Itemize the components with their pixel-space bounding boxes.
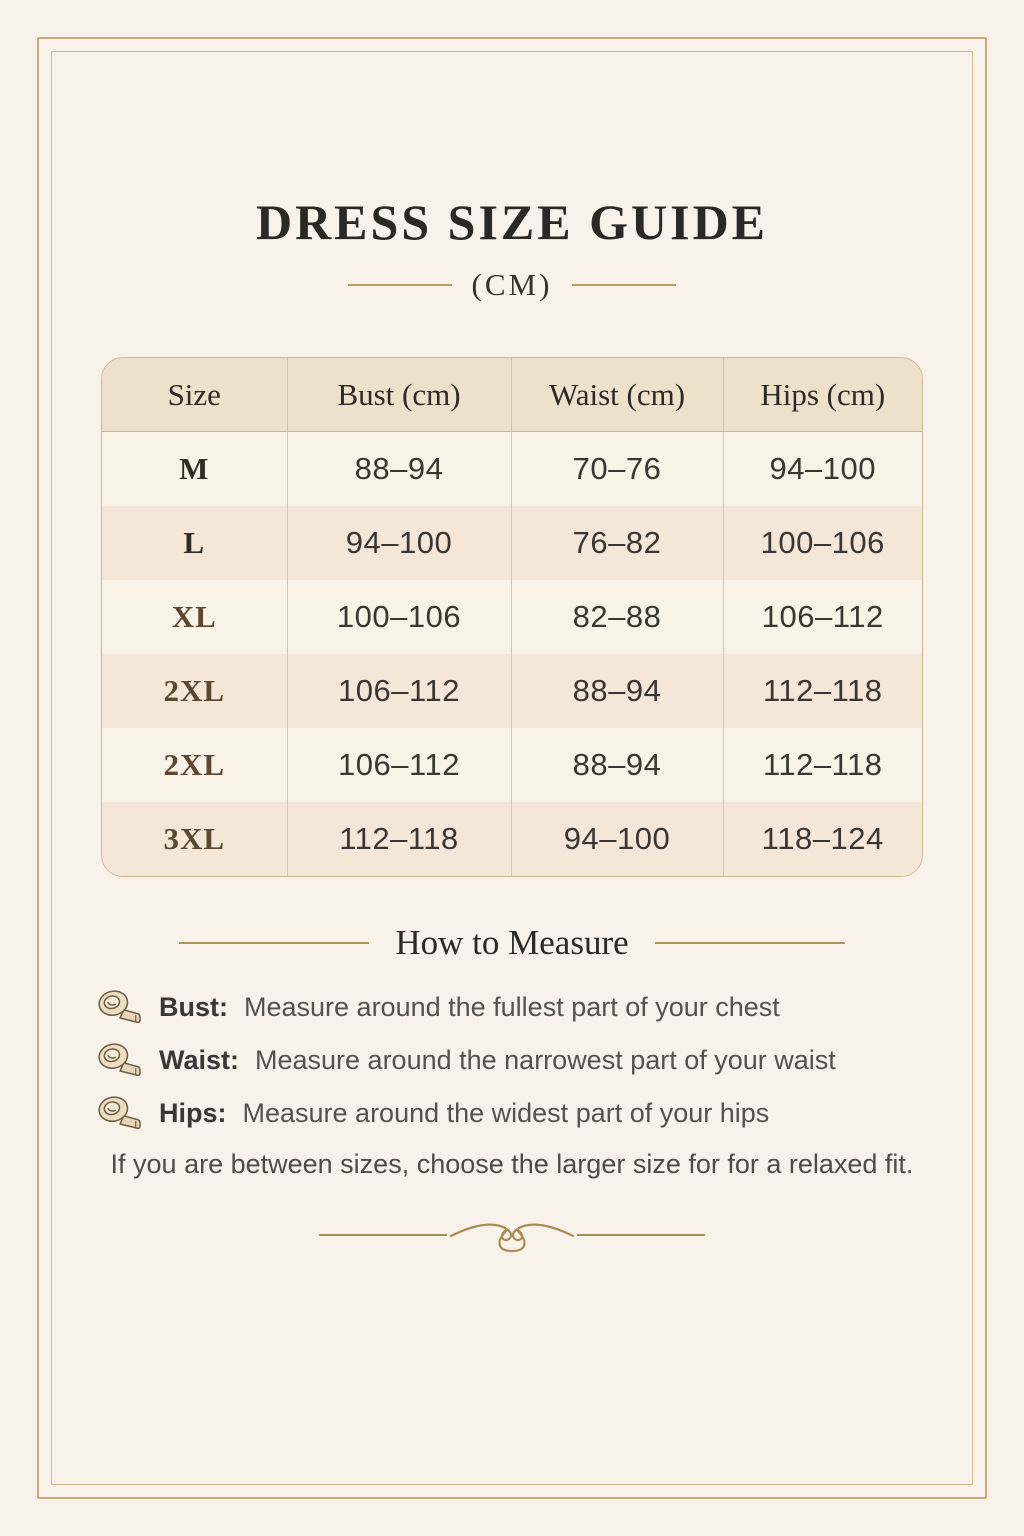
bust-cell: 100–106 [287, 580, 511, 654]
hips-cell: 112–118 [723, 654, 922, 728]
waist-cell: 70–76 [511, 432, 723, 507]
table-row [102, 802, 922, 876]
how-to-measure-heading: How to Measure [395, 923, 629, 962]
bust-cell: 88–94 [287, 432, 511, 507]
page-title: DRESS SIZE GUIDE [255, 194, 769, 250]
waist-cell: 94–100 [511, 802, 723, 876]
column-header-waist: Waist (cm) [511, 358, 723, 432]
hips-cell: 106–112 [723, 580, 922, 654]
measuring-tape-icon [97, 1040, 143, 1080]
waist-cell: 82–88 [511, 580, 723, 654]
table-row [102, 432, 922, 507]
measuring-tape-icon [97, 1093, 143, 1133]
bust-cell: 94–100 [287, 506, 511, 580]
measure-item-label: Hips: [159, 1097, 227, 1128]
column-header-hips: Hips (cm) [723, 358, 922, 432]
measure-instruction-list [97, 987, 927, 1133]
hips-cell: 100–106 [723, 506, 922, 580]
column-header-bust: Bust (cm) [287, 358, 511, 432]
list-item [97, 1040, 927, 1080]
waist-cell: 88–94 [511, 654, 723, 728]
measure-item-text: Measure around the widest part of your hips [242, 1097, 770, 1128]
hips-cell: 118–124 [723, 802, 922, 876]
size-table-body [102, 432, 922, 877]
size-cell: XL [171, 599, 217, 634]
hips-cell: 112–118 [723, 728, 922, 802]
size-cell: 2XL [102, 654, 287, 728]
waist-cell: 88–94 [511, 728, 723, 802]
waist-cell: 76–82 [511, 506, 723, 580]
subtitle-row [0, 267, 1024, 303]
hips-cell: 94–100 [723, 432, 922, 507]
measure-item-text: Measure around the fullest part of your chest [244, 991, 780, 1022]
size-cell: 3XL [102, 802, 287, 876]
sizing-note: If you are between sizes, choose the larger size for for a relaxed fit. [110, 1149, 914, 1179]
bust-cell: 106–112 [287, 728, 511, 802]
list-item [97, 1093, 927, 1133]
column-header-size: Size [102, 358, 287, 432]
table-row [102, 728, 922, 802]
flourish-ornament [317, 1212, 707, 1258]
size-table [101, 357, 923, 877]
flourish-row [0, 1212, 1024, 1258]
bust-cell: 106–112 [287, 654, 511, 728]
heading-rule-right [655, 942, 845, 944]
measure-item-text: Measure around the narrowest part of your waist [255, 1044, 836, 1075]
table-row [102, 506, 922, 580]
size-cell: L [102, 506, 287, 580]
table-header-row [102, 358, 922, 432]
bust-cell: 112–118 [287, 802, 511, 876]
units-subtitle: (CM) [471, 267, 553, 302]
table-row [102, 654, 922, 728]
measure-item-label: Bust: [159, 991, 228, 1022]
measure-item-label: Waist: [159, 1044, 239, 1075]
size-cell: M [179, 451, 210, 486]
subtitle-rule-right [572, 284, 676, 286]
list-item [97, 987, 927, 1027]
table-row [102, 580, 922, 654]
size-cell: 2XL [163, 747, 226, 782]
measuring-tape-icon [97, 987, 143, 1027]
heading-rule-left [179, 942, 369, 944]
how-to-measure-heading-row [0, 923, 1024, 963]
subtitle-rule-left [348, 284, 452, 286]
